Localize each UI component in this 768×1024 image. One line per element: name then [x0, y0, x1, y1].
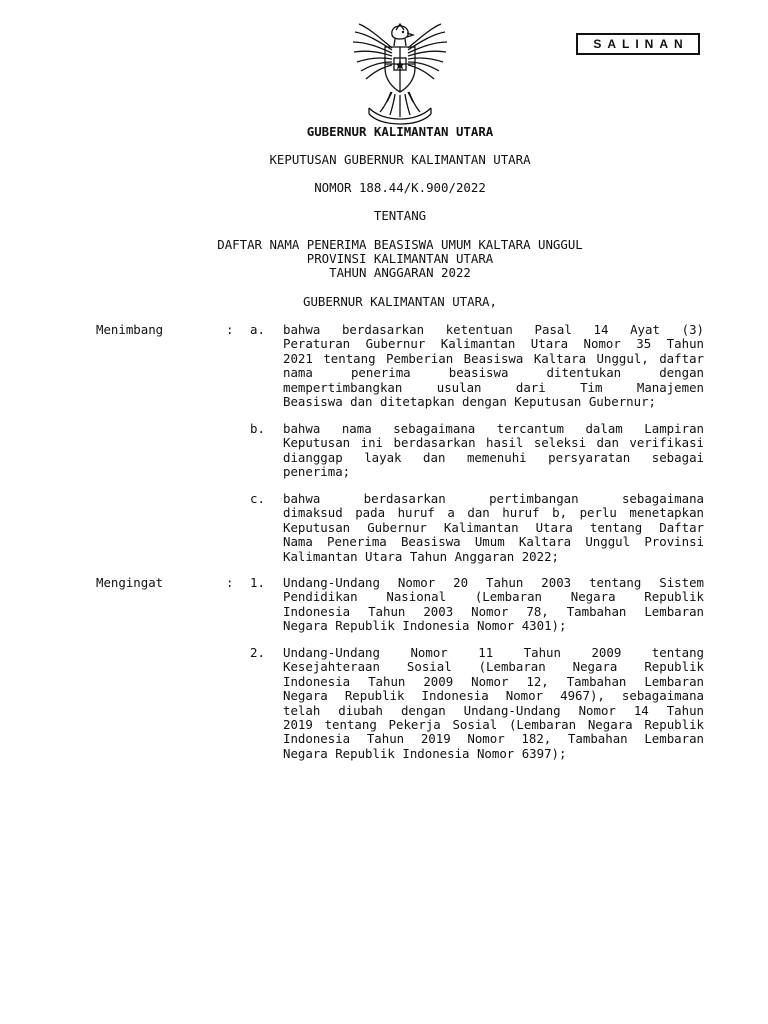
text-line: 2021 tentang Pemberian Beasiswa Kaltara Unggul, daftar	[283, 350, 704, 366]
legal-basis-item-1	[283, 576, 704, 634]
issuer-heading: GUBERNUR KALIMANTAN UTARA	[306, 124, 494, 139]
consideration-item-b	[283, 422, 704, 480]
subject-line-2: PROVINSI KALIMANTAN UTARA	[306, 251, 494, 266]
decree-number: NOMOR 188.44/K.900/2022	[314, 180, 486, 195]
text-line: dianggap layak dan memenuhi persyaratan sebagai	[283, 449, 704, 465]
text-line: Undang-Undang Nomor 20 Tahun 2003 tentang Sistem	[283, 575, 704, 590]
salinan-stamp: SALINAN	[576, 33, 700, 55]
subject-line-1: DAFTAR NAMA PENERIMA BEASISWA UMUM KALTARA UNGGUL	[217, 237, 583, 252]
text-line: bahwa berdasarkan pertimbangan sebagaimana	[283, 491, 704, 506]
text-line: Peraturan Gubernur Kalimantan Utara Nomor 35 Tahun	[283, 336, 704, 352]
text-line: Pendidikan Nasional (Lembaran Negara Republik	[283, 589, 704, 605]
legal-basis-marker: 2.	[250, 645, 265, 660]
mengingat-colon: :	[226, 575, 234, 590]
consideration-item-a	[283, 323, 704, 409]
text-line: Negara Republik Indonesia Nomor 4967), sebagaimana	[283, 688, 704, 704]
text-line: bahwa berdasarkan ketentuan Pasal 14 Ayat (3)	[283, 322, 704, 337]
text-line: Undang-Undang Nomor 11 Tahun 2009 tentang	[283, 645, 704, 660]
subject-line-3: TAHUN ANGGARAN 2022	[329, 265, 471, 280]
text-line: 2019 tentang Pekerja Sosial (Lembaran Negara Republik	[283, 717, 704, 733]
consideration-marker: b.	[250, 421, 265, 436]
legal-basis-item-2	[283, 646, 704, 761]
consideration-marker: c.	[250, 491, 265, 506]
text-line: Nama Penerima Beasiswa Umum Kaltara Unggul Provinsi	[283, 534, 704, 550]
text-line: Indonesia Tahun 2003 Nomor 78, Tambahan Lembaran	[283, 603, 704, 619]
text-line: penerima;	[283, 464, 351, 480]
text-line: bahwa nama sebagaimana tercantum dalam Lampiran	[283, 421, 704, 436]
consideration-marker: a.	[250, 322, 265, 337]
text-line: Keputusan Gubernur Kalimantan Utara tentang Daftar	[283, 519, 704, 535]
text-line: Kalimantan Utara Tahun Anggaran 2022;	[283, 548, 560, 564]
text-line: Negara Republik Indonesia Nomor 4301);	[283, 618, 567, 634]
text-line: mempertimbangkan usulan dari Tim Manajemen	[283, 379, 704, 395]
menimbang-colon: :	[226, 322, 234, 337]
text-line: dimaksud pada huruf a dan huruf b, perlu menetapkan	[283, 505, 704, 521]
text-line: nama penerima beasiswa ditentukan dengan	[283, 365, 704, 381]
text-line: Indonesia Tahun 2009 Nomor 12, Tambahan Lembaran	[283, 673, 704, 689]
authority-line: GUBERNUR KALIMANTAN UTARA,	[303, 294, 497, 309]
mengingat-label: Mengingat	[96, 575, 164, 590]
menimbang-label: Menimbang	[96, 322, 164, 337]
text-line: Negara Republik Indonesia Nomor 6397);	[283, 745, 567, 761]
about-heading: TENTANG	[373, 208, 427, 223]
consideration-item-c	[283, 492, 704, 564]
decree-title: KEPUTUSAN GUBERNUR KALIMANTAN UTARA	[269, 152, 531, 167]
text-line: Beasiswa dan ditetapkan dengan Keputusan Gubernur;	[283, 394, 656, 410]
text-line: Indonesia Tahun 2019 Nomor 182, Tambahan Lembaran	[283, 731, 704, 747]
legal-basis-marker: 1.	[250, 575, 265, 590]
text-line: Kesejahteraan Sosial (Lembaran Negara Republik	[283, 659, 704, 675]
garuda-emblem-icon	[347, 20, 453, 126]
text-line: Keputusan ini berdasarkan hasil seleksi dan verifikasi	[283, 435, 704, 451]
text-line: telah diubah dengan Undang-Undang Nomor 14 Tahun	[283, 702, 704, 718]
